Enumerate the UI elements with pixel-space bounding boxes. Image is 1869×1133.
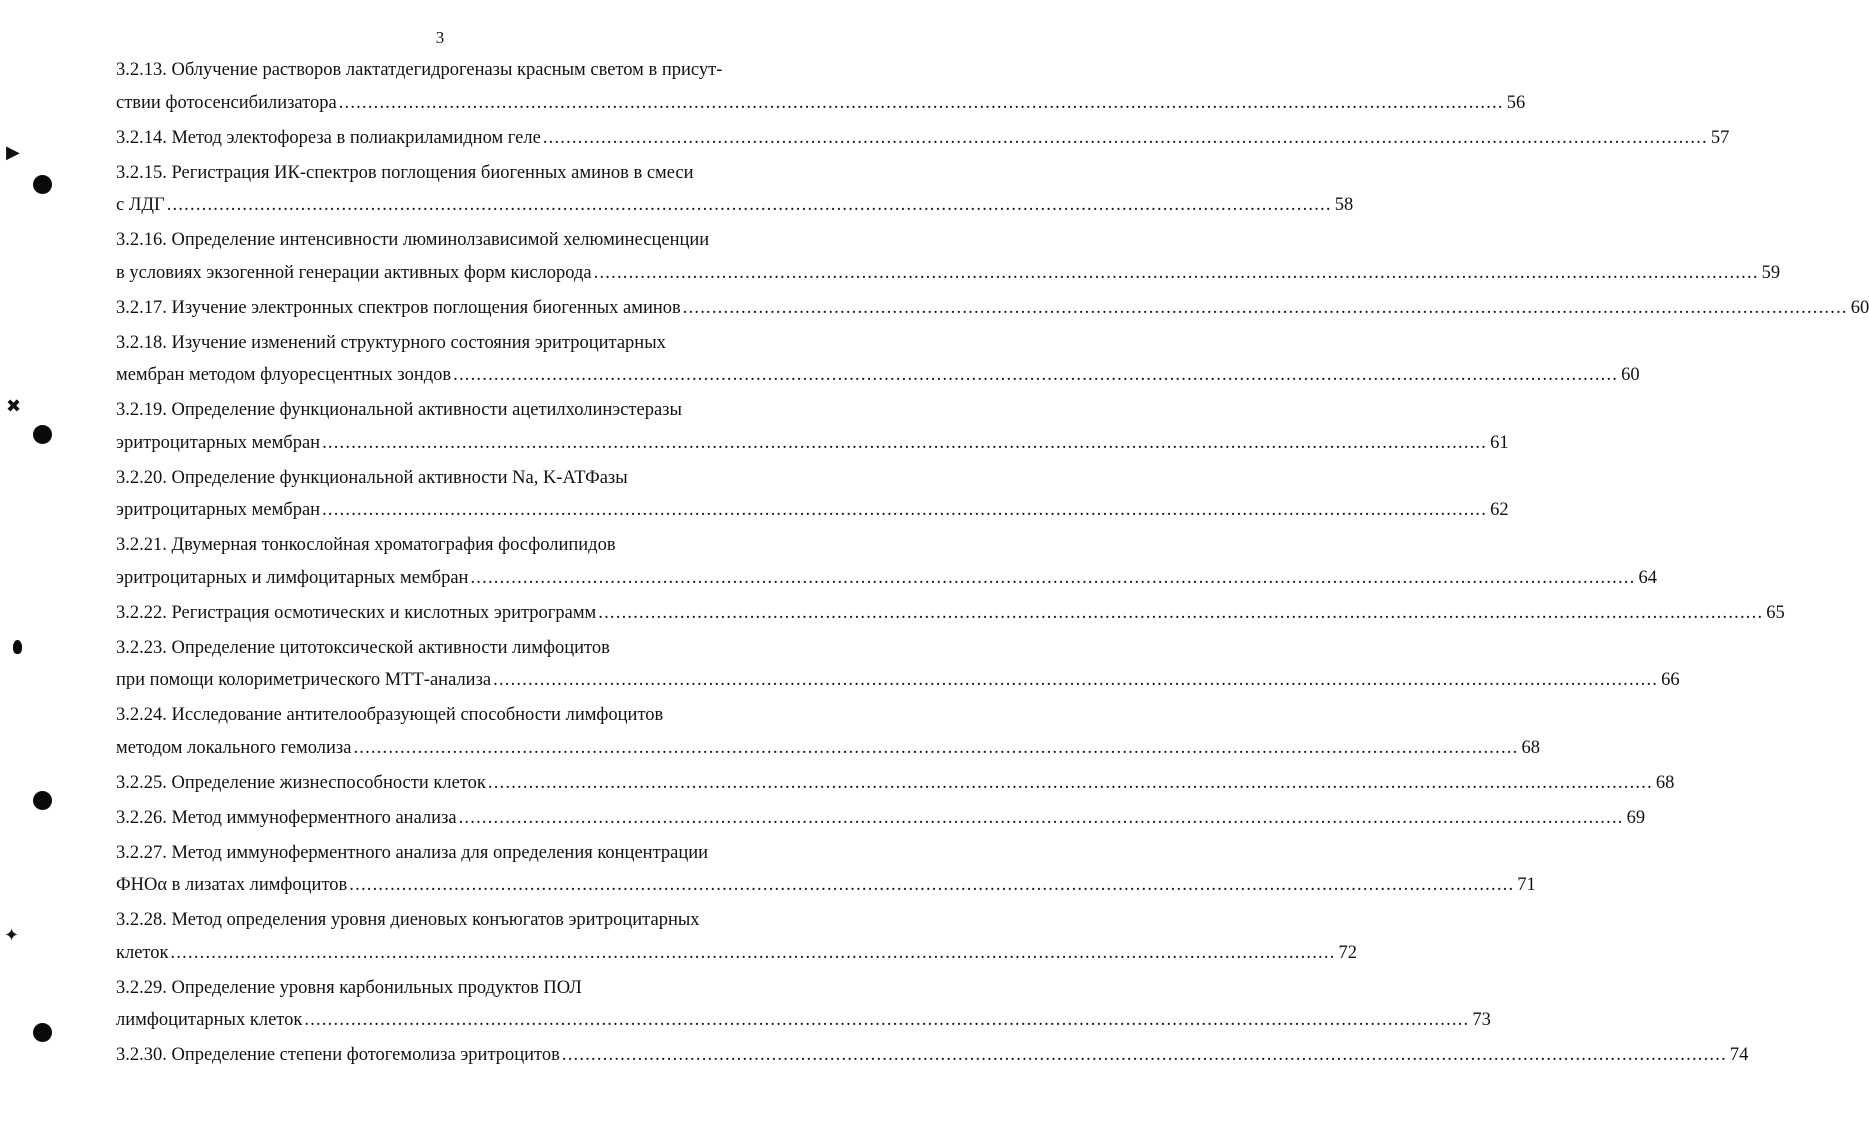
toc-entry [116,157,1354,222]
leader-dots: ........................................................................................................................................................................................................ [493,670,1659,690]
toc-page-number: 59 [1761,262,1781,283]
toc-entry-text: 3.2.18. Изучение изменений структурного состояния эритроцитарных [116,332,666,353]
toc-entry-leader-line [116,597,1785,630]
leader-dots: ........................................................................................................................................................................................................ [593,262,1759,283]
toc-entry-text: 3.2.29. Определение уровня карбонильных продуктов ПОЛ [116,977,582,998]
leader-dots: ........................................................................................................................................................................................................ [170,942,1336,963]
toc-entry-leader-line [116,562,1657,595]
toc-entry-line [116,904,768,937]
leader-dots: ........................................................................................................................................................................................................ [338,92,1504,113]
toc-entry [116,802,1646,835]
toc-entry-leader-line [116,189,1354,222]
toc-entry [116,394,1509,459]
toc-entry-text: 3.2.21. Двумерная тонкослойная хроматография фосфолипидов [116,535,616,555]
toc-entry [116,767,1675,800]
toc-entry-line [116,699,768,732]
leader-dots: ........................................................................................................................................................................................................ [598,602,1764,623]
leader-dots: ........................................................................................................................................................................................................ [349,875,1515,895]
toc-entry-leader-line [116,292,1869,325]
toc-entry-text: с ЛДГ [116,195,165,215]
toc-entry-text: эритроцитарных и лимфоцитарных мембран [116,567,469,588]
page-number: 3 [435,28,445,47]
toc-page-number: 68 [1521,737,1540,758]
binder-hole-mark [33,791,52,810]
toc-entry [116,632,1680,697]
toc-entry-leader-line [116,802,1646,835]
toc-entry-text: 3.2.23. Определение цитотоксической активности лимфоцитов [116,637,610,658]
toc-entry-leader-line [116,732,1540,765]
toc-entry-text: в условиях экзогенной генерации активных форм кислорода [116,262,592,283]
toc-entry [116,462,1509,527]
toc-entry-text: методом локального гемолиза [116,737,352,758]
toc-entry-text: эритроцитарных мембран [116,432,321,453]
toc-entry [116,292,1869,325]
toc-entry-text: 3.2.13. Облучение растворов лактатдегидрогеназы красным светом в присут- [116,60,723,80]
toc-entry-text: 3.2.14. Метод электофореза в полиакриламидном геле [116,127,541,148]
toc-entry-leader-line [116,869,1536,902]
toc-entry-line [116,462,768,495]
leader-dots: ........................................................................................................................................................................................................ [542,127,1708,148]
toc-entry-text: 3.2.16. Определение интенсивности люминолзависимой хелюминесценции [116,230,710,250]
toc-page-number: 62 [1490,500,1509,520]
toc-entry-leader-line [116,359,1640,392]
toc-entry-leader-line [116,427,1509,460]
toc-entry-line [116,54,768,87]
toc-page-number: 72 [1338,942,1358,963]
toc-page-number: 60 [1621,365,1640,385]
leader-dots: ........................................................................................................................................................................................................ [304,1010,1470,1030]
toc-entry [116,54,1526,119]
toc-entry-line [116,972,768,1005]
leader-dots: ........................................................................................................................................................................................................ [561,1045,1727,1065]
toc-entry-text: 3.2.27. Метод иммуноферментного анализа для определения концентрации [116,842,709,863]
toc-page-number: 64 [1638,567,1657,588]
leader-dots: ........................................................................................................................................................................................................ [487,772,1653,793]
toc-entry-leader-line [116,87,1526,120]
scan-artifact-icon: ✖ [6,396,22,417]
toc-entry-text: 3.2.24. Исследование антителообразующей способности лимфоцитов [116,705,664,725]
leader-dots: ........................................................................................................................................................................................................ [322,500,1488,520]
toc-entry-text: 3.2.22. Регистрация осмотических и кислотных эритрограмм [116,602,597,623]
toc-page-number: 66 [1661,670,1680,690]
toc-entry [116,529,1657,594]
leader-dots: ........................................................................................................................................................................................................ [322,432,1488,453]
scan-artifact-icon: ▶ [6,142,20,163]
toc-entry-leader-line [116,1039,1749,1072]
scan-artifact-icon: ✦ [4,925,20,946]
leader-dots: ........................................................................................................................................................................................................ [166,195,1332,215]
toc-entry-text: при помощи колориметрического МТТ-анализа [116,670,492,690]
toc-page-number: 57 [1710,127,1730,148]
toc-entry-text: 3.2.20. Определение функциональной активности Na, K-АТФазы [116,467,628,488]
toc-entry-leader-line [116,664,1680,697]
toc-entry-line [116,327,768,360]
toc-entry-text: лимфоцитарных клеток [116,1010,303,1030]
toc-entry-line [116,837,768,870]
leader-dots: ........................................................................................................................................................................................................ [682,297,1848,318]
toc-page-number: 61 [1490,432,1509,453]
toc-page-number: 74 [1729,1045,1749,1065]
toc-entry-text: ФНОα в лизатах лимфоцитов [116,875,348,895]
toc-entry-text: 3.2.25. Определение жизнеспособности клеток [116,772,486,793]
toc-entry-text: клеток [116,942,169,963]
toc-entry-text: 3.2.19. Определение функциональной активности ацетилхолинэстеразы [116,400,682,420]
toc-entry [116,224,1781,289]
toc-entry [116,972,1491,1037]
toc-page-number: 68 [1655,772,1675,793]
leader-dots: ........................................................................................................................................................................................................ [453,365,1619,385]
toc-entry-text: 3.2.30. Определение степени фотогемолиза эритроцитов [116,1045,560,1065]
toc-entry-line [116,157,768,190]
toc-entry-line [116,224,768,257]
toc-entry-leader-line [116,937,1358,970]
toc-entry-text: мембран методом флуоресцентных зондов [116,365,452,385]
leader-dots: ........................................................................................................................................................................................................ [458,807,1624,828]
toc-entry-text: 3.2.15. Регистрация ИК-спектров поглощения биогенных аминов в смеси [116,162,694,183]
leader-dots: ........................................................................................................................................................................................................ [470,567,1636,588]
toc-page-number: 60 [1850,297,1869,318]
toc-entry-text: 3.2.28. Метод определения уровня диеновых конъюгатов эритроцитарных [116,910,700,930]
toc-entry-line [116,632,768,665]
toc-entry-leader-line [116,494,1509,527]
toc-entry [116,327,1640,392]
toc-entry-text: эритроцитарных мембран [116,500,321,520]
toc-entry-text: 3.2.17. Изучение электронных спектров поглощения биогенных аминов [116,297,681,318]
toc-entry [116,837,1536,902]
toc-entry [116,904,1358,969]
toc-entry [116,597,1785,630]
binder-hole-mark [33,425,52,444]
toc-page-number: 69 [1626,807,1646,828]
toc-page-number: 73 [1472,1010,1491,1030]
table-of-contents [116,54,1869,1074]
toc-entry-leader-line [116,257,1781,290]
toc-entry [116,699,1540,764]
toc-entry-text: ствии фотосенсибилизатора [116,92,337,113]
toc-entry [116,122,1730,155]
toc-page-number: 56 [1506,92,1526,113]
scan-artifact-icon [13,640,22,654]
toc-page-number: 71 [1517,875,1536,895]
toc-entry-line [116,529,768,562]
toc-page-number: 65 [1766,602,1785,623]
toc-page-number: 58 [1334,195,1354,215]
leader-dots: ........................................................................................................................................................................................................ [353,737,1519,758]
toc-entry-leader-line [116,122,1730,155]
toc-entry [116,1039,1749,1072]
binder-hole-mark [33,1023,52,1042]
toc-entry-text: 3.2.26. Метод иммуноферментного анализа [116,807,457,828]
toc-entry-leader-line [116,1004,1491,1037]
toc-entry-leader-line [116,767,1675,800]
toc-entry-line [116,394,768,427]
binder-hole-mark [33,175,52,194]
